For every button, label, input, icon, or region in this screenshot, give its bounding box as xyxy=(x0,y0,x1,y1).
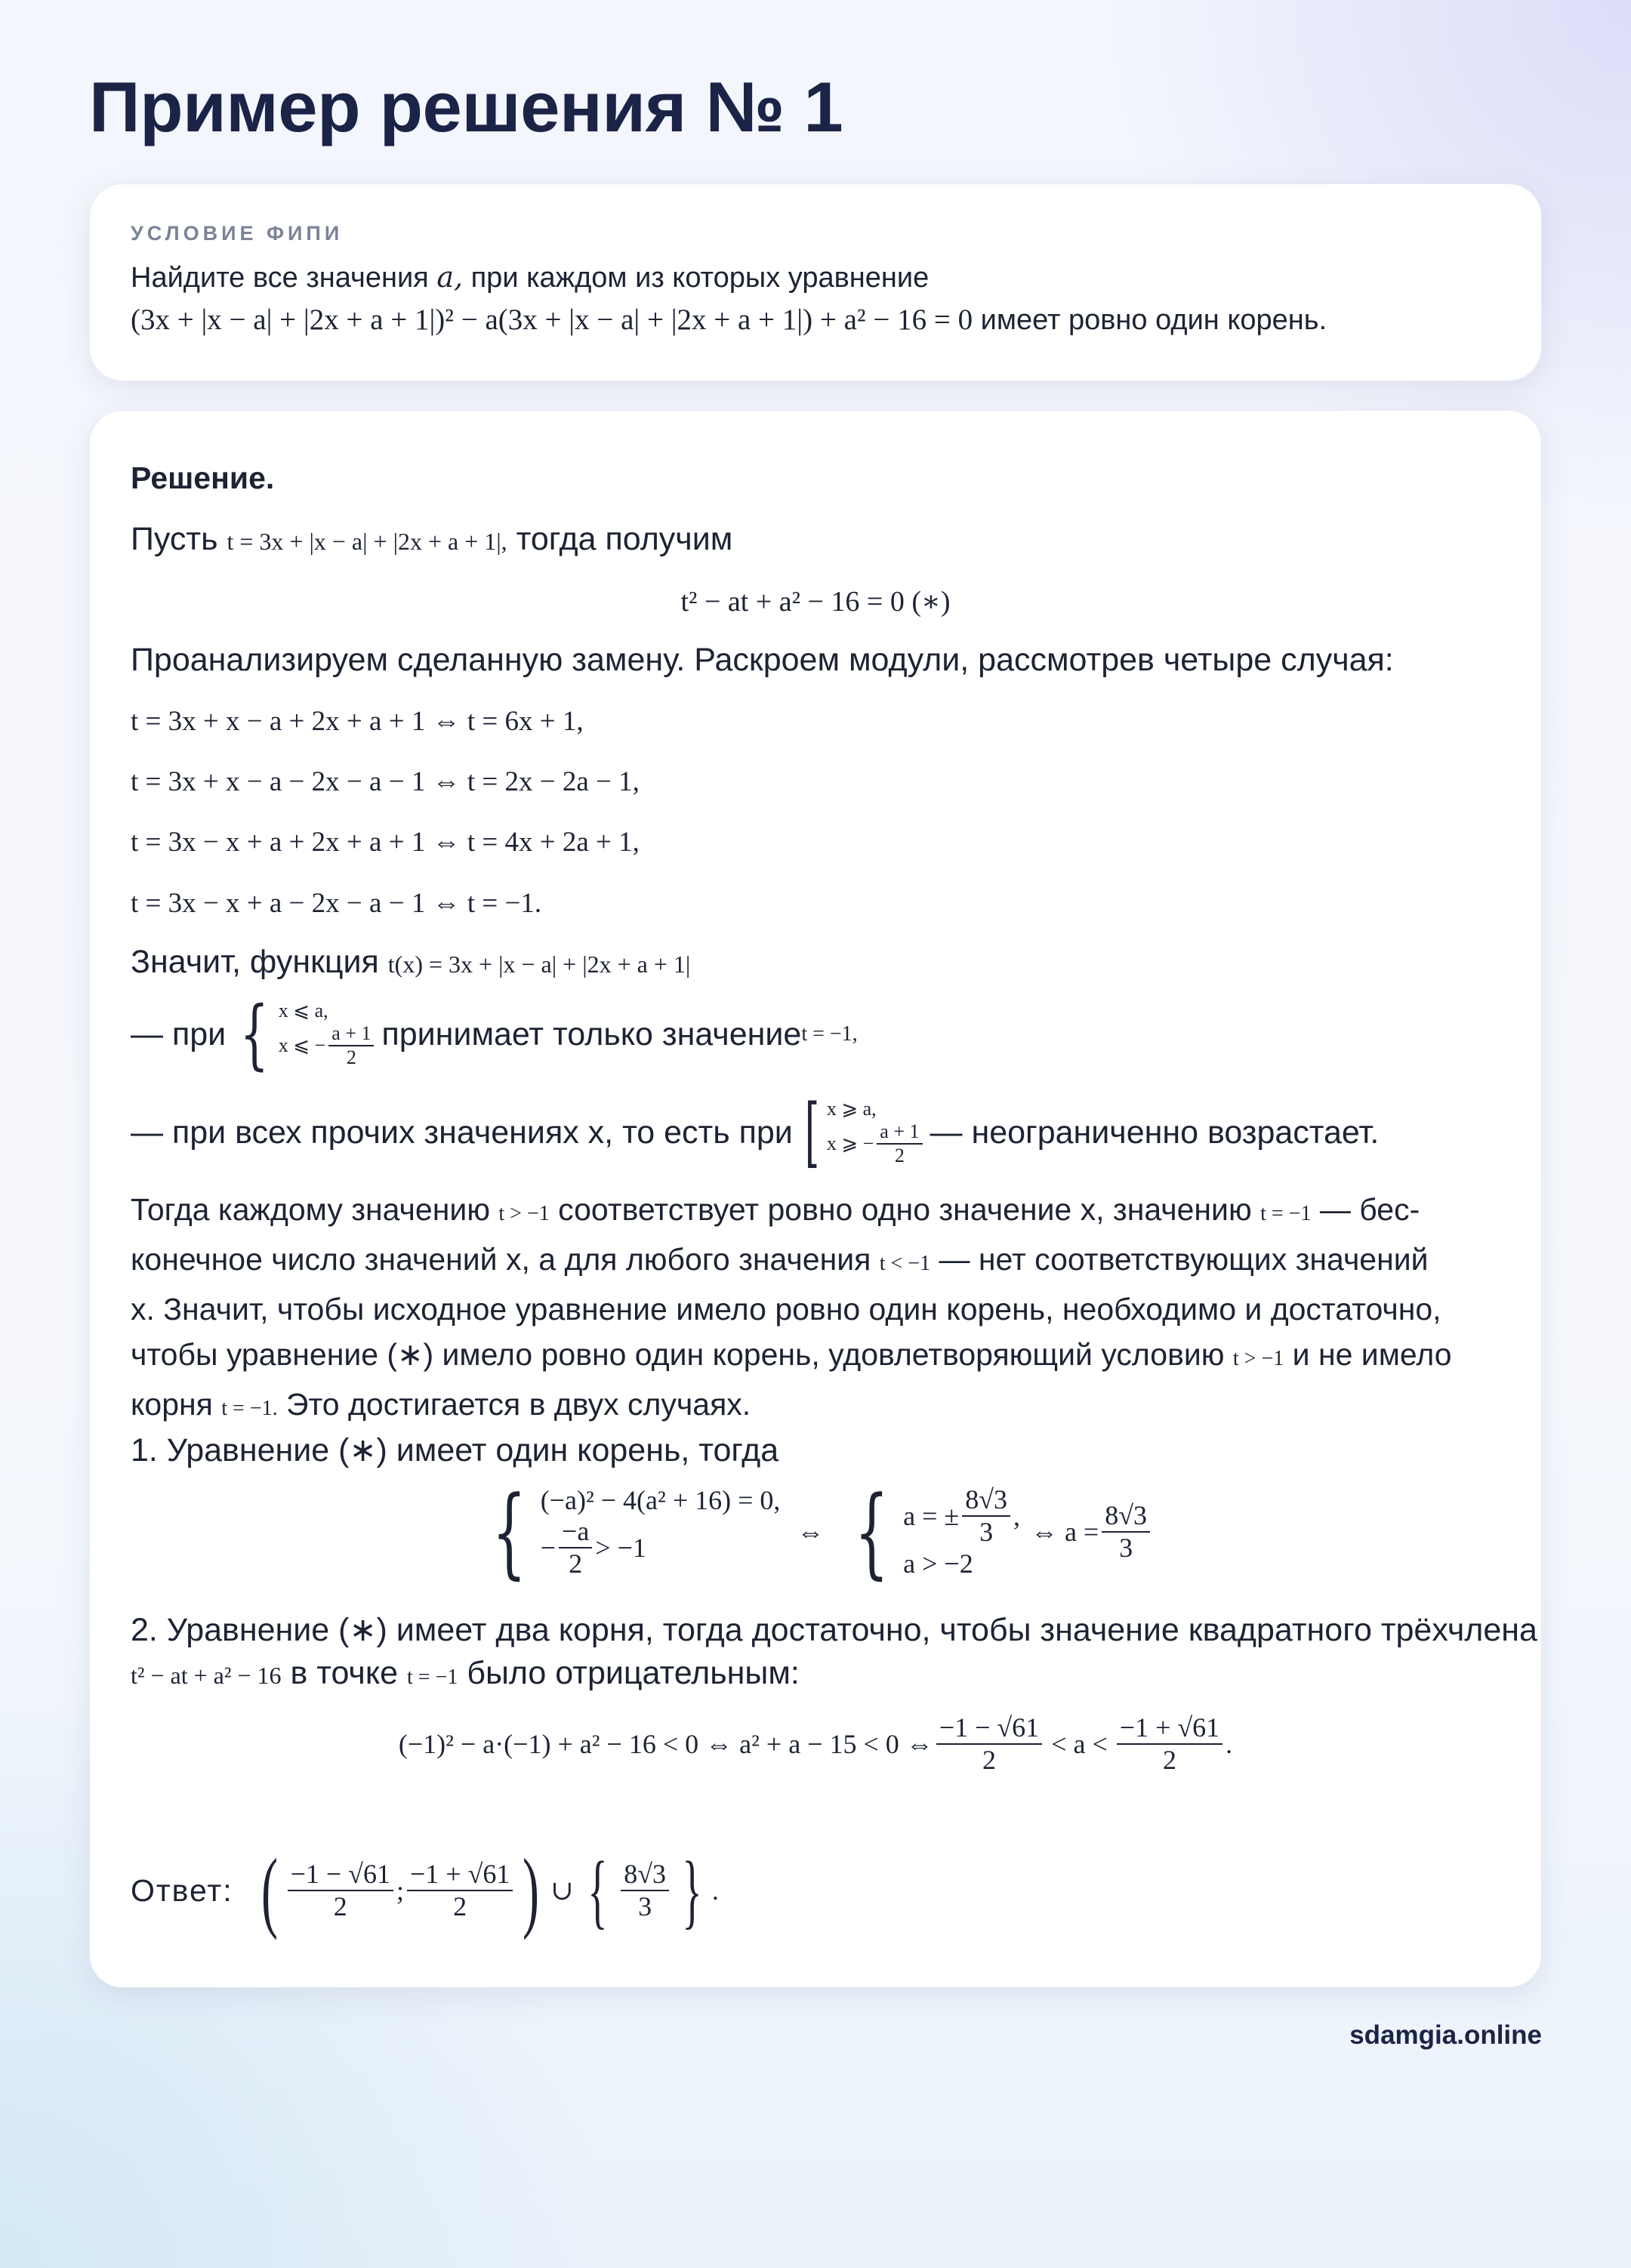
answer-f2-den: 2 xyxy=(453,1891,467,1921)
case2-frac-2 xyxy=(1117,1712,1222,1776)
when1-line xyxy=(131,990,858,1078)
function-formula: t(x) = 3x + |x − a| + |2x + a + 1| xyxy=(387,951,691,978)
answer-frac-2 xyxy=(407,1859,513,1923)
let-suffix: тогда получим xyxy=(507,521,733,557)
answer-line xyxy=(131,1840,719,1940)
case1-sys2-row1-right: , xyxy=(1013,1501,1020,1531)
case1-brace-1: { xyxy=(492,1475,527,1589)
condition-card xyxy=(89,183,1542,381)
case2-end: . xyxy=(1226,1729,1233,1760)
condition-text-before: Найдите все значения xyxy=(131,262,437,294)
when1-frac-num: a + 1 xyxy=(328,1022,374,1046)
answer-f1-den: 2 xyxy=(333,1891,347,1921)
case1-sys1-row2-left: − xyxy=(540,1533,557,1563)
when2-frac-den: 2 xyxy=(894,1145,905,1166)
solution-heading: Решение. xyxy=(131,461,275,495)
case-line-1: t = 3x + x − a + 2x + a + 1 ⇔ t = 6x + 1, xyxy=(131,706,584,737)
expl-p9: корня xyxy=(131,1387,222,1422)
case1-sys2-row1-left: a = ± xyxy=(903,1501,960,1531)
expl-m2: t = −1 xyxy=(1260,1202,1312,1225)
case1-result-den: 3 xyxy=(1119,1533,1133,1563)
when1-prefix: — при xyxy=(131,1015,227,1052)
when2-row2-left: x ⩾ − xyxy=(826,1132,874,1154)
case2-frac1-num: −1 − √61 xyxy=(936,1712,1042,1745)
when1-row2-left: x ⩽ − xyxy=(278,1034,326,1056)
condition-line-2 xyxy=(131,299,1500,341)
when2-frac-num: a + 1 xyxy=(877,1120,922,1145)
when2-suffix: — неограниченно возрастает. xyxy=(930,1114,1380,1151)
case1-result-frac xyxy=(1102,1500,1150,1564)
case1-sys1-row2-right: > −1 xyxy=(595,1533,646,1563)
expl-m3: t < −1 xyxy=(879,1252,931,1275)
case1-equiv: ⇔ xyxy=(797,1517,825,1547)
case-line-2: t = 3x + x − a − 2x − a − 1 ⇔ t = 2x − 2a − 1, xyxy=(131,766,640,797)
case2-frac2-num: −1 + √61 xyxy=(1117,1712,1222,1745)
answer-expression xyxy=(254,1840,719,1940)
condition-equation: (3x + |x − a| + |2x + a + 1|)² − a(3x + |x − a| + |2x + a + 1|) + a² − 16 = 0 xyxy=(131,304,973,336)
expl-p2: соответствует ровно одно значение x, значению xyxy=(549,1192,1261,1227)
explanation-paragraph xyxy=(131,1187,1505,1431)
case1-system-2 xyxy=(840,1475,1020,1589)
case1-sys2-den: 3 xyxy=(979,1517,994,1547)
answer-frac-1 xyxy=(288,1859,393,1923)
expl-p3: — бес- xyxy=(1311,1192,1420,1227)
case2-frac2-den: 2 xyxy=(1162,1745,1176,1776)
star-equation: t² − at + a² − 16 = 0 (∗) xyxy=(680,586,951,618)
function-prefix: Значит, функция xyxy=(131,944,388,980)
case2-formula: t² − at + a² − 16 xyxy=(131,1662,282,1689)
case1-result-num: 8√3 xyxy=(1102,1500,1150,1533)
answer-frac-3 xyxy=(621,1859,669,1923)
when2-prefix: — при всех прочих значениях x, то есть при xyxy=(131,1114,793,1151)
case-line-4: t = 3x − x + a − 2x − a − 1 ⇔ t = −1. xyxy=(131,888,542,919)
case1-brace-2: { xyxy=(855,1475,889,1589)
condition-tail: имеет ровно один корень. xyxy=(973,304,1327,336)
case1-sys2-num: 8√3 xyxy=(962,1484,1010,1517)
answer-close-paren: ) xyxy=(523,1840,540,1940)
when1-system xyxy=(230,990,377,1078)
let-line xyxy=(131,521,732,558)
case1-label: 1. Уравнение (∗) имеет один корень, тогда xyxy=(131,1432,779,1468)
case2-ineq-left: (−1)² − a·(−1) + a² − 16 < 0 ⇔ a² + a − 15 < 0 ⇔ xyxy=(398,1729,933,1760)
when1-val: t = −1, xyxy=(801,1022,858,1046)
case2-line-2 xyxy=(131,1655,800,1692)
case2-inequality xyxy=(90,1712,1541,1776)
answer-sep: ; xyxy=(396,1875,404,1906)
case1-system-1 xyxy=(478,1475,781,1589)
when1-brace: { xyxy=(239,990,270,1078)
expl-p5: — нет соответствующих значений xyxy=(930,1242,1429,1277)
page-title: Пример решения № 1 xyxy=(89,67,843,146)
case2-point: t = −1 xyxy=(407,1666,458,1689)
condition-line-1 xyxy=(131,256,1500,299)
expl-m1: t > −1 xyxy=(498,1202,550,1225)
answer-open-brace: { xyxy=(587,1844,609,1937)
answer-f1-num: −1 − √61 xyxy=(288,1859,393,1891)
let-formula: t = 3x + |x − a| + |2x + a + 1|, xyxy=(227,528,507,555)
expl-m5: t = −1. xyxy=(221,1397,278,1420)
expl-p4: конечное число значений x, а для любого значения xyxy=(131,1242,880,1277)
solution-card xyxy=(89,410,1542,1988)
answer-f3-den: 3 xyxy=(638,1891,652,1921)
answer-label: Ответ: xyxy=(131,1872,233,1908)
case1-result-left: ⇔ a = xyxy=(1030,1517,1099,1547)
answer-f3-num: 8√3 xyxy=(621,1859,669,1891)
let-prefix: Пусть xyxy=(131,521,227,557)
when1-frac-den: 2 xyxy=(346,1046,356,1068)
answer-open-paren: ( xyxy=(261,1840,278,1940)
case1-sys2-row2: a > −2 xyxy=(903,1548,973,1579)
case1-sys1-den: 2 xyxy=(569,1548,583,1579)
condition-text-after: при каждом из которых уравнение xyxy=(463,262,930,294)
when1-mid: принимает только значение xyxy=(381,1015,802,1052)
when2-row1: x ⩾ a, xyxy=(826,1098,877,1120)
condition-var-a: a, xyxy=(436,260,464,294)
case2-label: 2. Уравнение (∗) имеет два корня, тогда достаточно, чтобы значение квадратного трёхчлена xyxy=(131,1612,1537,1648)
case2-mid: в точке xyxy=(281,1655,407,1691)
case2-ineq-mid: < a < xyxy=(1051,1729,1108,1760)
when2-bracket: [ xyxy=(804,1088,820,1176)
expl-p10: Это достигается в двух случаях. xyxy=(277,1387,751,1422)
answer-f2-num: −1 + √61 xyxy=(407,1859,513,1891)
function-line xyxy=(131,944,690,981)
analyze-line: Проанализируем сделанную замену. Раскроем модули, рассмотрев четыре случая: xyxy=(131,642,1394,678)
expl-p7: чтобы уравнение (∗) имело ровно один корень, удовлетворяющий условию xyxy=(131,1337,1233,1372)
case2-suffix: было отрицательным: xyxy=(458,1655,800,1691)
when2-line xyxy=(131,1088,1380,1176)
case-line-3: t = 3x − x + a + 2x + a + 1 ⇔ t = 4x + 2a + 1, xyxy=(131,827,640,858)
expl-p6: x. Значит, чтобы исходное уравнение имело ровно один корень, необходимо и достаточно, xyxy=(131,1292,1441,1327)
when2-system xyxy=(797,1088,926,1176)
expl-p1: Тогда каждому значению xyxy=(131,1192,499,1227)
expl-p8: и не имело xyxy=(1284,1337,1452,1372)
answer-end: . xyxy=(711,1875,719,1906)
case1-formula xyxy=(90,1475,1541,1589)
case2-frac-1 xyxy=(936,1712,1042,1776)
case1-sys1-num: −a xyxy=(559,1516,592,1548)
site-footer-link[interactable]: sdamgia.online xyxy=(1349,2020,1542,2050)
case2-frac1-den: 2 xyxy=(982,1745,996,1776)
expl-m4: t > −1 xyxy=(1232,1347,1284,1370)
when1-row1: x ⩽ a, xyxy=(278,1000,328,1022)
case1-sys1-row1: (−a)² − 4(a² + 16) = 0, xyxy=(540,1484,781,1515)
answer-union: ∪ xyxy=(550,1875,574,1906)
condition-tag: УСЛОВИЕ ФИПИ xyxy=(131,222,344,245)
answer-close-brace: } xyxy=(682,1844,702,1937)
